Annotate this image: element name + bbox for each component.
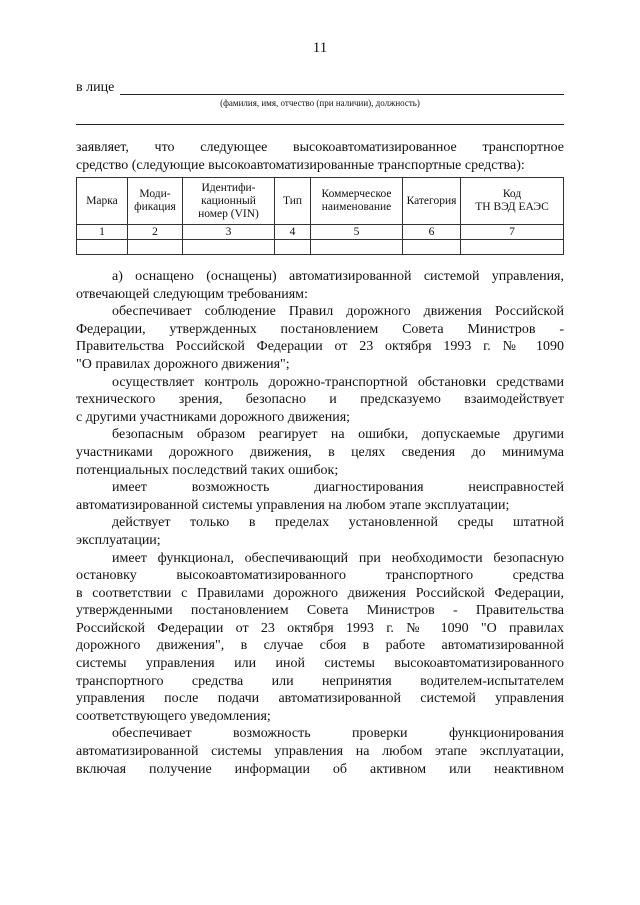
body-line: обеспечивает возможность проверки функционирования — [112, 726, 564, 742]
vehicle-table-empty-row — [77, 240, 564, 255]
body-line: безопасным образом реагирует на ошибки, допускаемые другими — [112, 427, 564, 443]
body-line: утвержденными постановлением Совета Министров - Правительства — [76, 603, 564, 619]
vehicle-table — [76, 177, 564, 255]
page-number: 11 — [312, 40, 328, 56]
body-line: Российской Федерации от 23 октября 1993 г. № 1090 "О правилах — [76, 620, 564, 636]
body-line: автоматизированной системы управления на любом этапе эксплуатации; — [76, 497, 510, 513]
body-line: с другими участниками дорожного движения; — [76, 409, 351, 425]
representative-field-line-continued — [76, 124, 564, 125]
column-number: 6 — [403, 225, 461, 240]
body-line: имеет возможность диагностирования неисправностей — [112, 480, 564, 496]
table-cell — [311, 240, 403, 255]
body-line: а) оснащено (оснащены) автоматизированной системой управления, — [112, 269, 564, 284]
column-number: 3 — [183, 225, 275, 240]
intro-paragraph — [76, 139, 564, 174]
intro-line: средство (следующие высокоавтоматизированные транспортные средства): — [76, 157, 525, 173]
table-cell — [77, 240, 128, 255]
col-header-type: Тип — [275, 178, 311, 225]
body-line: Федерации, утвержденных постановлением Совета Министров - — [76, 321, 564, 337]
table-cell — [183, 240, 275, 255]
column-number: 5 — [311, 225, 403, 240]
col-header-category: Категория — [403, 178, 461, 225]
column-number: 4 — [275, 225, 311, 240]
table-cell — [128, 240, 183, 255]
representative-field-hint: (фамилия, имя, отчество (при наличии), должность) — [220, 98, 420, 108]
column-number: 1 — [77, 225, 128, 240]
body-line: Правительства Российской Федерации от 23 октября 1993 г. № 1090 — [76, 339, 564, 355]
col-header-vin: Идентифи- кационный номер (VIN) — [183, 178, 275, 225]
column-number: 7 — [461, 225, 564, 240]
requirements-body — [76, 268, 564, 778]
body-line: имеет функционал, обеспечивающий при необходимости безопасную — [112, 550, 564, 566]
representative-field-label: в лице — [76, 80, 115, 95]
col-header-commercial-name: Коммерческое наименование — [311, 178, 403, 225]
body-line: участниками дорожного движения, в целях сведения до минимума — [76, 444, 564, 460]
body-line: дорожного движения", в случае сбоя в работе автоматизированной — [76, 638, 564, 654]
intro-line: заявляет, что следующее высокоавтоматизированное транспортное — [76, 140, 564, 155]
body-line: соответствующего уведомления; — [76, 708, 271, 724]
body-line: потенциальных последствий таких ошибок; — [76, 462, 339, 478]
table-cell — [461, 240, 564, 255]
body-line: включая получение информации об активном или неактивном — [76, 761, 564, 777]
body-line: в соответствии с Правилами дорожного движения Российской Федерации, — [76, 585, 564, 601]
col-header-brand: Марка — [77, 178, 128, 225]
col-header-modification: Моди- фикация — [128, 178, 183, 225]
body-line: осуществляет контроль дорожно-транспортной обстановки средствами — [112, 374, 564, 390]
vehicle-table-number-row — [77, 225, 564, 240]
body-line: эксплуатации; — [76, 532, 161, 548]
body-line: отвечающей следующим требованиям: — [76, 286, 308, 302]
body-line: управления после подачи автоматизированной системой управления — [76, 691, 564, 707]
body-line: действует только в пределах установленной среды штатной — [112, 515, 564, 531]
vehicle-table-header-row — [77, 178, 564, 225]
body-line: обеспечивает соблюдение Правил дорожного движения Российской — [112, 304, 564, 320]
body-line: автоматизированной системы управления на любом этапе эксплуатации, — [76, 744, 564, 760]
body-line: технического зрения, безопасно и предсказуемо взаимодействует — [76, 392, 564, 408]
body-line: транспортного средства или непринятия водителем-испытателем — [76, 673, 564, 689]
body-line: "О правилах дорожного движения"; — [76, 356, 290, 372]
body-line: системы управления или иной системы высокоавтоматизированного — [76, 656, 564, 672]
table-cell — [275, 240, 311, 255]
column-number: 2 — [128, 225, 183, 240]
representative-field — [76, 80, 564, 100]
body-line: остановку высокоавтоматизированного транспортного средства — [76, 568, 564, 584]
table-cell — [403, 240, 461, 255]
col-header-tn-ved-code: Код ТН ВЭД ЕАЭС — [461, 178, 564, 225]
representative-field-line — [120, 94, 564, 95]
